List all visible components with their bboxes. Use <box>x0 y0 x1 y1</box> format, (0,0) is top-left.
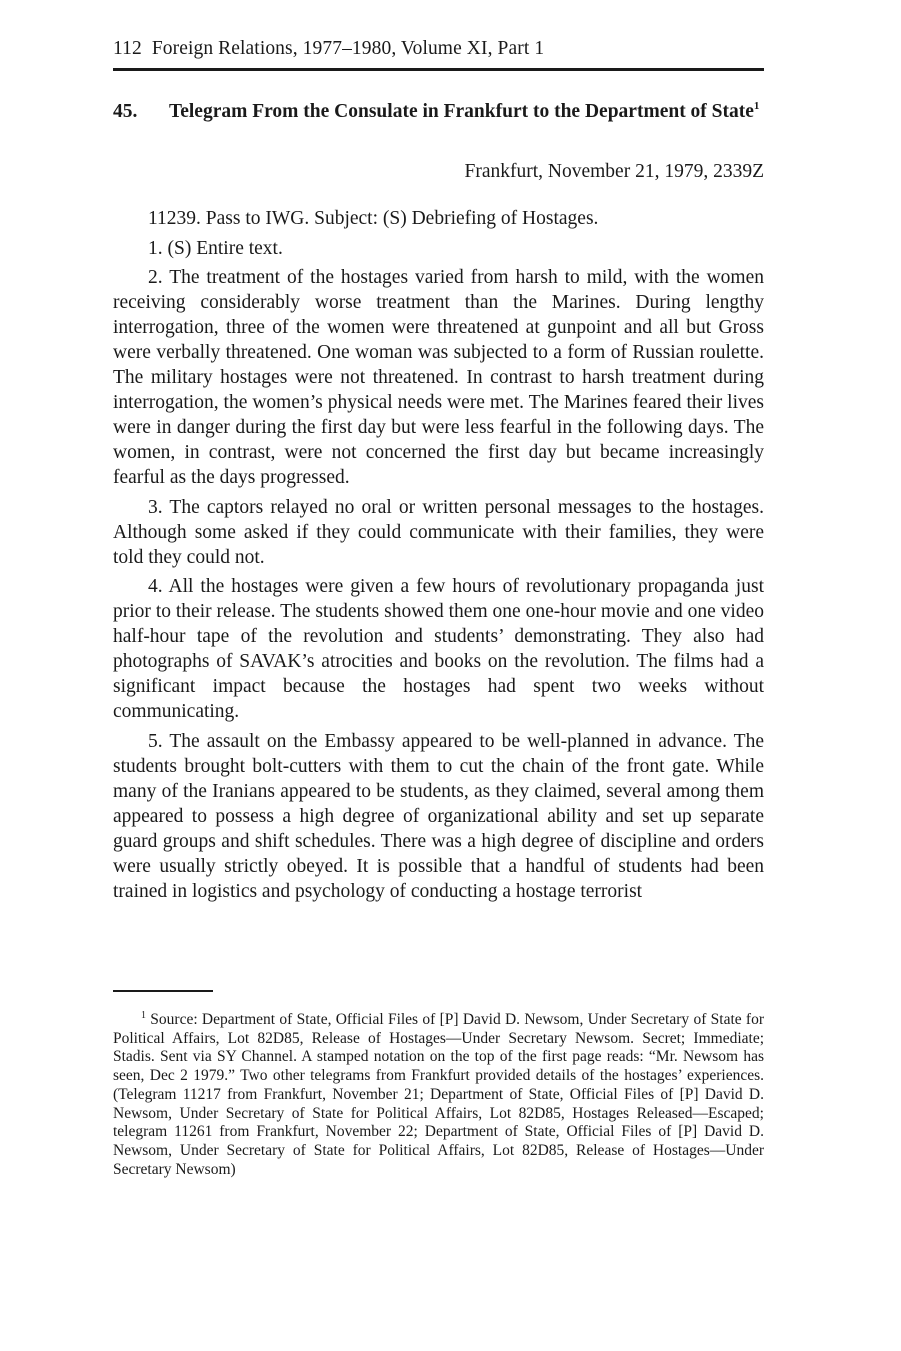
page-number: 112 <box>113 38 142 59</box>
paragraph-1: 1. (S) Entire text. <box>148 237 283 259</box>
document-number: 45. <box>113 101 138 122</box>
footnote-marker: 1 <box>141 1010 146 1021</box>
document-title: Telegram From the Consulate in Frankfurt to the Department of State <box>169 101 754 122</box>
running-head <box>113 34 764 64</box>
footnote-reference[interactable]: 1 <box>753 100 760 112</box>
footnote <box>113 1011 764 1179</box>
running-head-title: Foreign Relations, 1977–1980, Volume XI, Part 1 <box>151 38 545 59</box>
paragraph-2: 2. The treatment of the hostages varied from harsh to mild, with the women receiving considerably worse treatment than the Marines. During lengthy interrogation, three of the women were threatened at gunpoint and all but Gross were verbally threatened. One woman was subjected to a form of Russian roulette. The military hostages were not threatened. In contrast to harsh treatment during interrogation, the women’s physical needs were met. The Marines feared their lives were in danger during the first day but were less fearful in the following days. The women, in contrast, were not concerned the first day but became increasingly fearful as the days progressed. <box>113 267 764 488</box>
dateline: Frankfurt, November 21, 1979, 2339Z <box>464 161 764 182</box>
paragraph-5: 5. The assault on the Embassy appeared to be well-planned in advance. The students brought bolt-cutters with them to cut the chain of the front gate. While many of the Iranians appeared to be students, as they claimed, several among them appeared to possess a high degree of organizational ability and set up separate guard groups and shift schedules. There was a high degree of discipline and orders were usually strictly obeyed. It is possible that a handful of students had been trained in logistics and psychology of conducting a hostage terrorist <box>113 730 764 902</box>
footnote-text: Source: Department of State, Official Files of [P] David D. Newsom, Under Secretary of State for Political Affairs, Lot 82D85, Release of Hostages—Under Secretary Newsom. Secret; Immediate; Stadis. Sent via SY Channel. A stamped notation on the top of the first page reads: “Mr. Newsom has seen, Dec 2 1979.” Two other telegrams from Frankfurt provided details of the hostages’ experiences. (Telegram 11217 from Frankfurt, November 21; Department of State, Official Files of [P] David D. Newsom, Under Secretary of State for Political Affairs, Lot 82D85, Hostages Released—Escaped; telegram 11261 from Frankfurt, November 22; Department of State, Official Files of [P] David D. Newsom, Under Secretary of State for Political Affairs, Lot 82D85, Release of Hostages—Under Secretary Newsom) <box>113 1011 764 1178</box>
telegram-body <box>113 206 764 904</box>
document-heading <box>113 99 764 125</box>
page <box>113 34 764 908</box>
running-head-rule <box>113 68 764 71</box>
paragraph-4: 4. All the hostages were given a few hours of revolutionary propaganda just prior to their release. The students showed them one one-hour movie and one video half-hour tape of the revolution and students’ demonstrating. They also had photographs of SAVAK’s atrocities and books on the revolution. The films had a significant impact because the hostages had spent two weeks without communicating. <box>113 576 764 722</box>
paragraph-3: 3. The captors relayed no oral or written personal messages to the hostages. Although some asked if they could communicate with their families, they were told they could not. <box>113 496 764 568</box>
footnote-separator <box>113 990 213 992</box>
paragraph-subject: 11239. Pass to IWG. Subject: (S) Debriefing of Hostages. <box>148 208 599 229</box>
